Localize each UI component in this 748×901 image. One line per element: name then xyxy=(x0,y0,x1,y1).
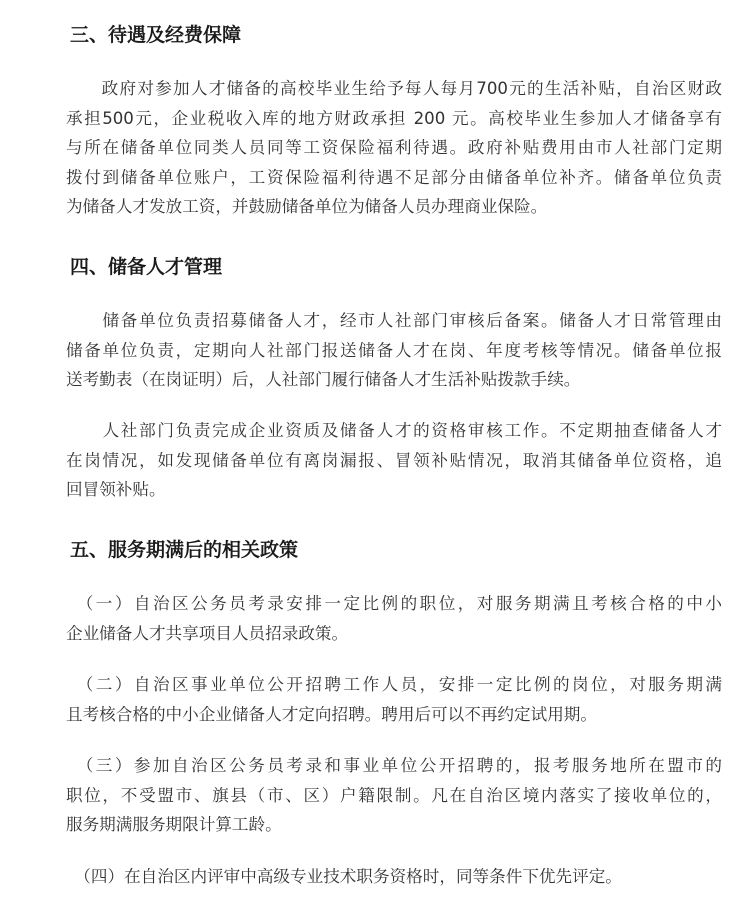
section-heading-5: 五、服务期满后的相关政策 xyxy=(70,539,299,561)
text-line: 为储备人才发放工资，并鼓励储备单位为储备人员办理商业保险。 xyxy=(66,197,548,216)
text-line: 政府对参加人才储备的高校毕业生给予每人每月700元的生活补贴，自治区财政 xyxy=(66,79,722,98)
text-line: （四）在自治区内评审中高级专业技术职务资格时，同等条件下优先评定。 xyxy=(66,867,622,886)
section-5-item-1 xyxy=(66,589,722,648)
section-3-paragraph-1 xyxy=(66,74,722,222)
text-line: 且考核合格的中小企业储备人才定向招聘。聘用后可以不再约定试用期。 xyxy=(66,704,597,724)
text-line: 拨付到储备单位账户，工资保险福利待遇不足部分由储备单位补齐。储备单位负责 xyxy=(66,167,722,187)
section-heading-3: 三、待遇及经费保障 xyxy=(70,24,242,46)
text-line: 承担500元，企业税收入库的地方财政承担 200 元。高校毕业生参加人才储备享有 xyxy=(66,108,722,128)
text-line: 储备单位负责招募储备人才，经市人社部门审核后备案。储备人才日常管理由 xyxy=(66,311,722,330)
text-line: （一）自治区公务员考录安排一定比例的职位，对服务期满且考核合格的中小 xyxy=(66,594,722,613)
text-line: 职位，不受盟市、旗县（市、区）户籍限制。凡在自治区境内落实了接收单位的， xyxy=(66,785,722,805)
text-line: 在岗情况，如发现储备单位有离岗漏报、冒领补贴情况，取消其储备单位资格，追 xyxy=(66,450,722,470)
text-line: 服务期满服务期限计算工龄。 xyxy=(66,815,282,834)
text-line: 企业储备人才共享项目人员招录政策。 xyxy=(66,623,349,643)
text-line: 储备单位负责，定期向人社部门报送储备人才在岗、年度考核等情况。储备单位报 xyxy=(66,340,722,360)
text-line: （二）自治区事业单位公开招聘工作人员，安排一定比例的岗位，对服务期满 xyxy=(66,675,722,694)
text-line: 回冒领补贴。 xyxy=(66,480,166,499)
section-4-paragraph-1 xyxy=(66,306,722,395)
text-line: 人社部门负责完成企业资质及储备人才的资格审核工作。不定期抽查储备人才 xyxy=(66,421,722,440)
section-4-paragraph-2 xyxy=(66,416,722,505)
section-5-item-2 xyxy=(66,670,722,729)
section-5-item-4 xyxy=(66,862,722,892)
section-5-item-3 xyxy=(66,751,722,840)
text-line: 与所在储备单位同类人员同等工资保险福利待遇。政府补贴费用由市人社部门定期 xyxy=(66,138,722,157)
text-line: （三）参加自治区公务员考录和事业单位公开招聘的，报考服务地所在盟市的 xyxy=(66,756,722,775)
text-line: 送考勤表（在岗证明）后，人社部门履行储备人才生活补贴拨款手续。 xyxy=(66,370,581,389)
section-heading-4: 四、储备人才管理 xyxy=(70,256,223,278)
